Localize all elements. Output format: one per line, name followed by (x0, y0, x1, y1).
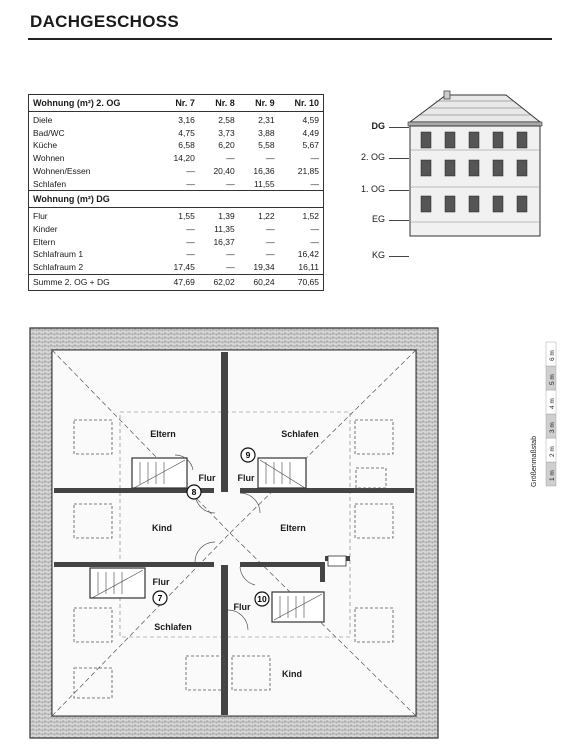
room-label: Eltern (150, 429, 176, 439)
cell-value: 1,22 (258, 211, 275, 222)
room-label: Schlafen (281, 429, 319, 439)
room-label: Flur (152, 577, 170, 587)
cell-value: 4,49 (302, 127, 319, 138)
row-label: Flur (33, 211, 48, 222)
cell-value: — (226, 178, 235, 189)
cell-value: 11,55 (254, 178, 275, 189)
cell-value: — (186, 236, 195, 247)
cell-value: — (226, 262, 235, 273)
table-section-title: Wohnung (m²) 2. OG (29, 95, 159, 112)
scale-segments (546, 342, 556, 486)
cell-value: 1,52 (302, 211, 319, 222)
row-label: Eltern (33, 236, 56, 247)
cell-value: — (310, 223, 319, 234)
sum-value: 47,69 (159, 274, 199, 290)
cell-value: — (310, 178, 319, 189)
scale-label: 3 m (549, 422, 556, 433)
scale-label: 6 m (549, 350, 556, 361)
cell-value: — (310, 153, 319, 164)
floor-label-kg: KG (371, 250, 385, 260)
floor-label-eg: EG (371, 214, 385, 224)
row-label: Schlafen (33, 178, 67, 189)
floor-label-2og: 2. OG (360, 152, 385, 162)
scale-label: 4 m (549, 398, 556, 409)
row-label: Schlafraum 2 (33, 262, 84, 273)
cell-value: 6,20 (218, 140, 235, 151)
cell-value: — (266, 223, 275, 234)
column-header: Nr. 8 (199, 95, 239, 112)
room-label: Flur (233, 602, 251, 612)
sum-value: 62,02 (199, 274, 239, 290)
row-label: Wohnen/Essen (33, 165, 91, 176)
cell-value: 1,55 (178, 211, 195, 222)
room-label: Schlafen (154, 622, 192, 632)
cell-value: 16,37 (213, 236, 235, 247)
row-label: Bad/WC (33, 127, 65, 138)
cell-value: 20,40 (213, 165, 235, 176)
unit-number: 10 (257, 594, 267, 604)
cell-value: — (310, 236, 319, 247)
column-header: Nr. 7 (159, 95, 199, 112)
page-title: DACHGESCHOSS (30, 12, 180, 31)
cell-value: 3,88 (258, 127, 275, 138)
room-label: Flur (237, 473, 255, 483)
table-section-title: Wohnung (m²) DG (29, 191, 323, 208)
unit-number: 9 (245, 450, 251, 460)
cell-value: — (186, 249, 195, 260)
cell-value: — (266, 249, 275, 260)
cell-value: 2,58 (218, 115, 235, 125)
cell-value: 4,75 (178, 127, 195, 138)
room-label: Eltern (280, 523, 306, 533)
floor-label-1og: 1. OG (360, 184, 385, 194)
cell-value: — (186, 223, 195, 234)
cell-value: — (186, 165, 195, 176)
cell-value: 4,59 (302, 115, 319, 125)
cell-value: 5,67 (302, 140, 319, 151)
scale-title: Größenmaßstab (531, 436, 538, 487)
row-label: Küche (33, 140, 58, 151)
cell-value: 16,36 (253, 165, 275, 176)
cell-value: 3,16 (178, 115, 195, 125)
room-label: Kind (282, 669, 302, 679)
cell-value: — (226, 249, 235, 260)
cell-value: 17,45 (173, 262, 195, 273)
row-label: Wohnen (33, 153, 65, 164)
sum-label: Summe 2. OG + DG (29, 274, 159, 290)
cell-value: 14,20 (173, 153, 195, 164)
column-header: Nr. 9 (239, 95, 279, 112)
sum-value: 70,65 (279, 274, 323, 290)
sum-value: 60,24 (239, 274, 279, 290)
scale-label: 1 m (549, 470, 556, 481)
cell-value: 16,11 (298, 262, 319, 273)
row-label: Kinder (33, 223, 58, 234)
cell-value: 1,39 (218, 211, 235, 222)
room-label: Flur (198, 473, 216, 483)
cell-value: 3,73 (218, 127, 235, 138)
cell-value: 21,85 (297, 165, 319, 176)
cell-value: — (226, 153, 235, 164)
cell-value: — (186, 178, 195, 189)
cell-value: — (266, 153, 275, 164)
scale-label: 5 m (549, 374, 556, 385)
unit-number: 7 (157, 593, 163, 603)
row-label: Schlafraum 1 (33, 249, 84, 260)
room-label: Kind (152, 523, 172, 533)
cell-value: 11,35 (214, 223, 235, 234)
floor-label-dg: DG (371, 121, 385, 131)
cell-value: 2,31 (258, 115, 275, 125)
unit-number: 8 (191, 487, 197, 497)
row-label: Diele (33, 115, 53, 125)
cell-value: 19,34 (253, 262, 275, 273)
cell-value: 5,58 (258, 140, 275, 151)
cell-value: 16,42 (297, 249, 319, 260)
column-header: Nr. 10 (279, 95, 323, 112)
cell-value: 6,58 (178, 140, 195, 151)
cell-value: — (266, 236, 275, 247)
scale-label: 2 m (549, 446, 556, 457)
